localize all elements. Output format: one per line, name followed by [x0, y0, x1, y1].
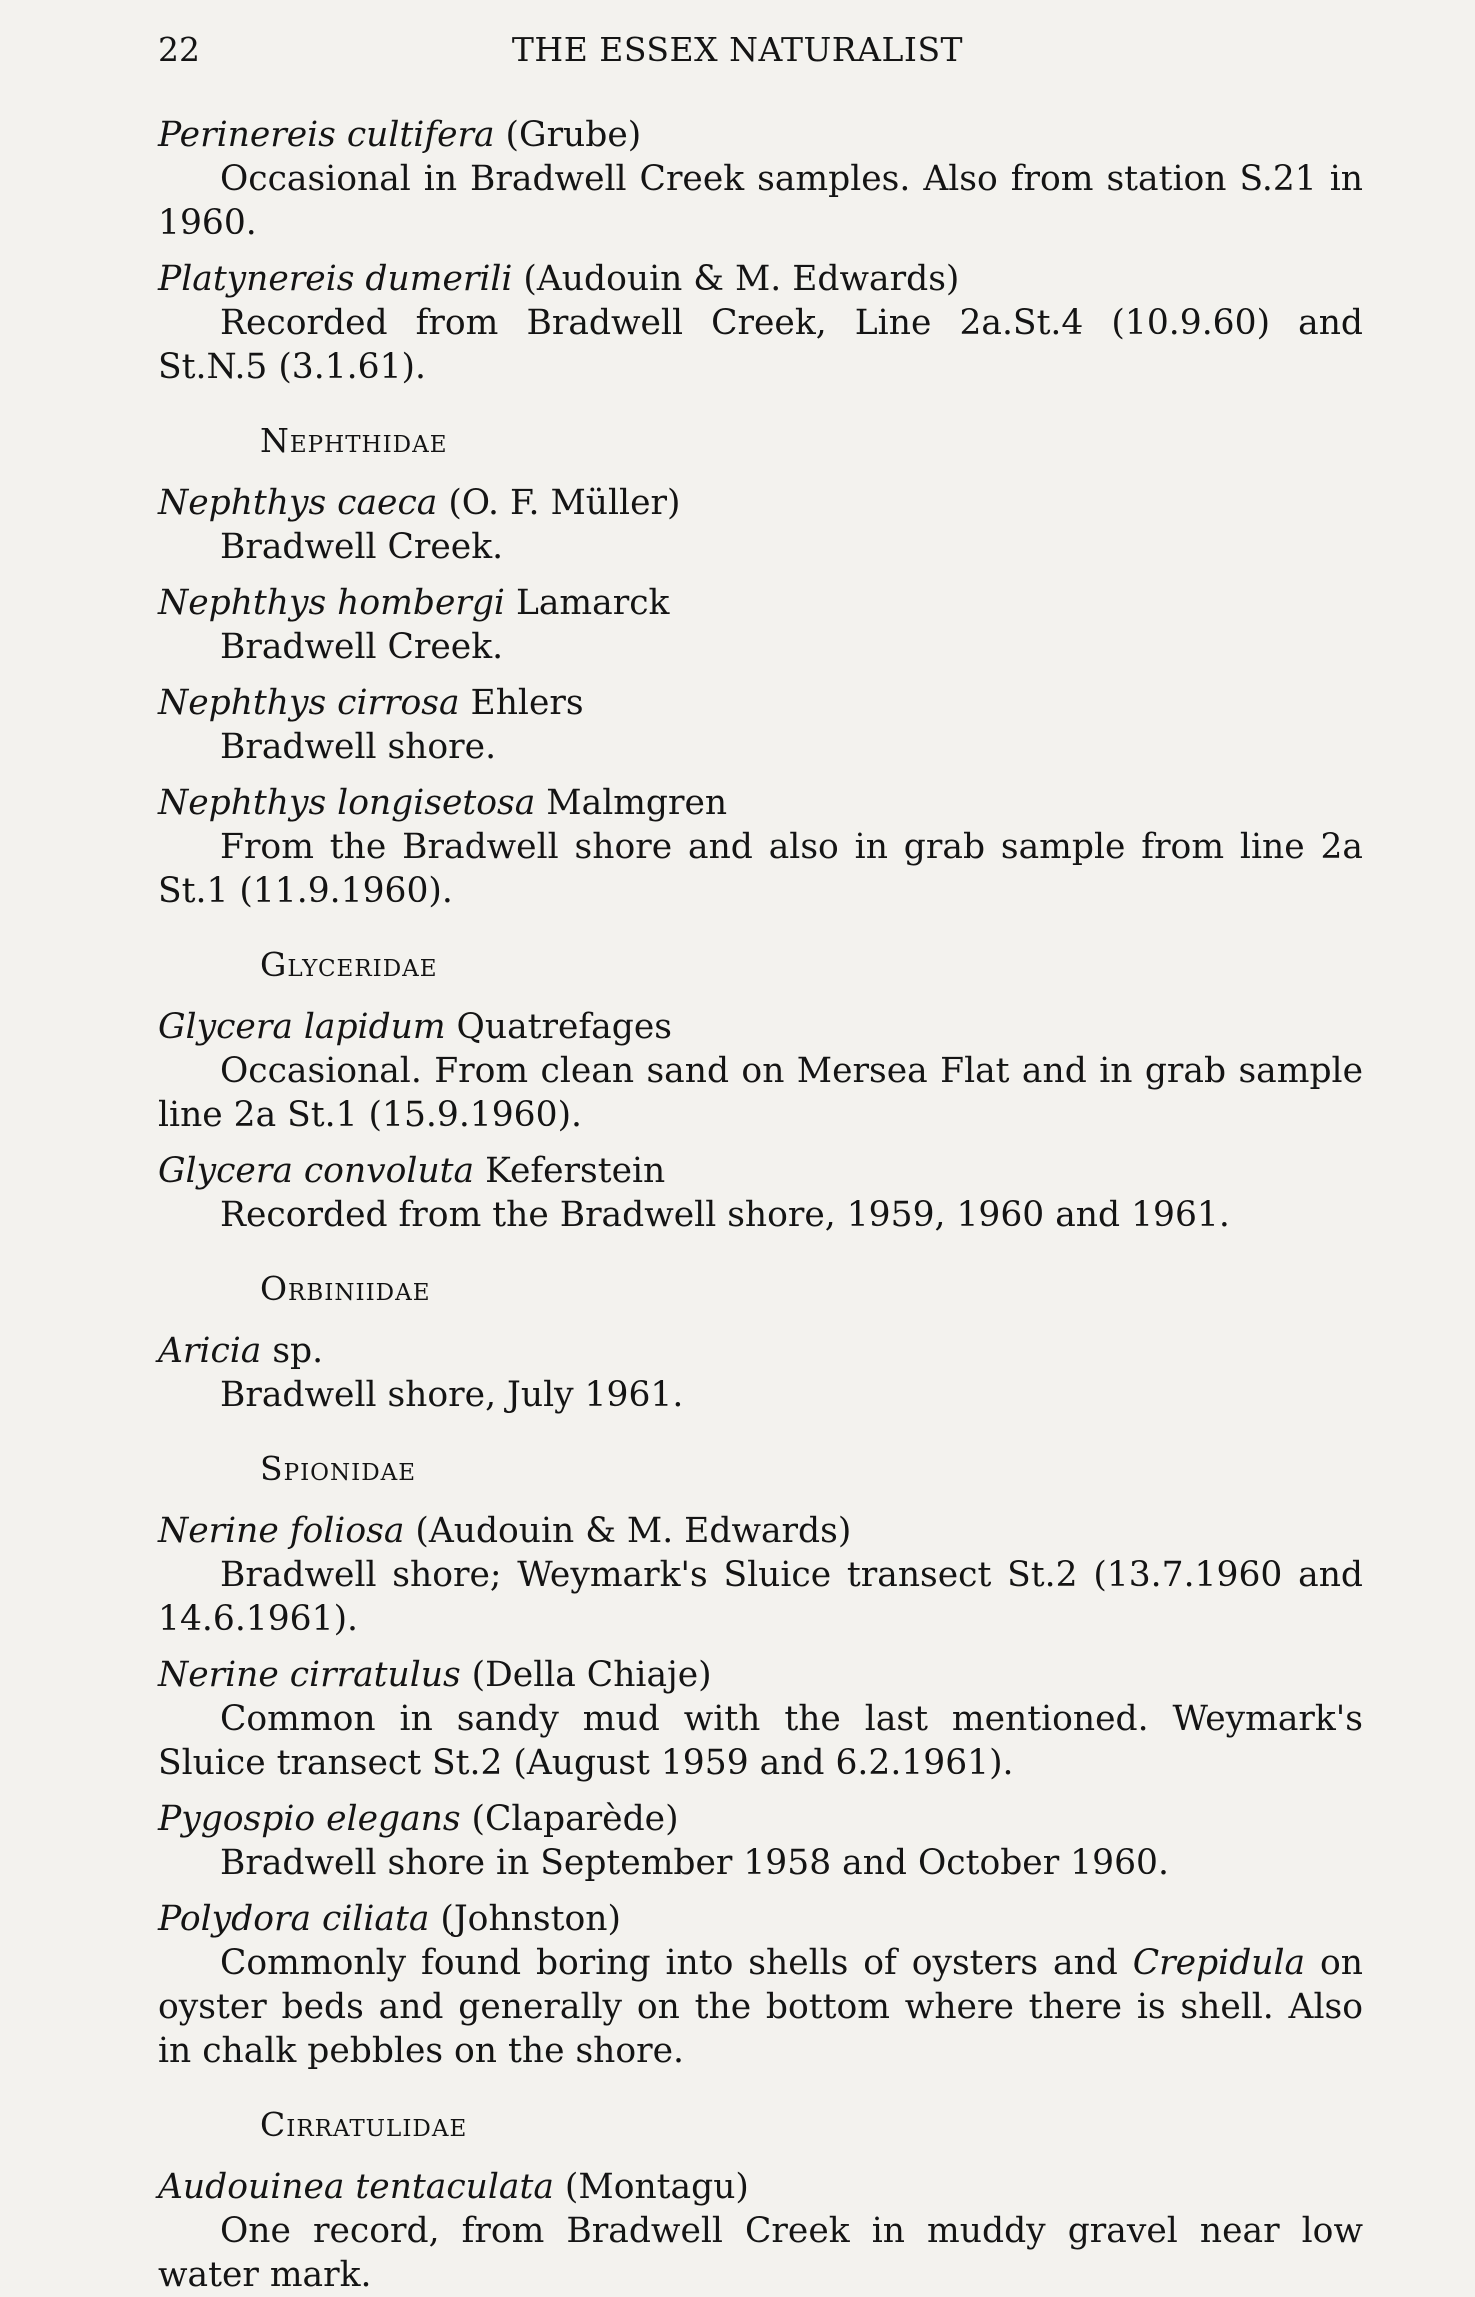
species-heading [158, 1797, 1363, 1841]
species-entry [158, 1797, 1363, 1885]
family-heading: Spionidae [260, 1449, 417, 1488]
species-name: Nerine foliosa [158, 1511, 405, 1551]
species-name: Perinereis cultifera [158, 115, 495, 155]
family-heading: Nephthidae [260, 421, 448, 460]
species-description: From the Bradwell shore and also in grab sample from line 2a St.1 (11.9.1960). [158, 827, 1363, 911]
species-heading [158, 481, 1363, 525]
family-heading: Glyceridae [260, 945, 438, 984]
species-name: Polydora ciliata [158, 1899, 430, 1939]
species-name: Platynereis dumerili [158, 259, 513, 299]
species-heading [158, 2165, 1363, 2209]
species-name: Glycera lapidum [158, 1007, 446, 1047]
species-heading [158, 1897, 1363, 1941]
genus-name-inline: Crepidula [1132, 1943, 1306, 1983]
species-authority: (Grube) [494, 115, 642, 155]
species-heading [158, 1149, 1363, 1193]
species-authority: Malmgren [535, 783, 728, 823]
species-authority: Ehlers [459, 683, 584, 723]
species-description: Recorded from Bradwell Creek, Line 2a.St.4 (10.9.60) and St.N.5 (3.1.61). [158, 303, 1363, 387]
species-name: Audouinea tentaculata [158, 2167, 554, 2207]
species-heading [158, 581, 1363, 625]
species-authority: (O. F. Müller) [437, 483, 681, 523]
species-authority: (Montagu) [553, 2167, 749, 2207]
species-heading [158, 1329, 1363, 1373]
species-entry [158, 2165, 1363, 2297]
species-authority: Lamarck [504, 583, 670, 623]
species-name: Aricia [158, 1331, 262, 1371]
species-description: One record, from Bradwell Creek in muddy gravel near low water mark. [158, 2211, 1363, 2295]
species-name: Pygospio elegans [158, 1799, 461, 1839]
species-authority: (Audouin & M. Edwards) [512, 259, 960, 299]
species-name: Nephthys longisetosa [158, 783, 536, 823]
species-authority: (Audouin & M. Edwards) [404, 1511, 852, 1551]
species-entry [158, 1149, 1363, 1237]
body-text [158, 113, 1363, 2297]
species-heading [158, 257, 1363, 301]
running-title: THE ESSEX NATURALIST [511, 30, 964, 69]
species-description: Bradwell shore; Weymark's Sluice transect St.2 (13.7.1960 and 14.6.1961). [158, 1555, 1363, 1639]
species-authority: (Claparède) [460, 1799, 679, 1839]
species-entry [158, 257, 1363, 389]
species-authority: Keferstein [474, 1151, 666, 1191]
species-entry [158, 1005, 1363, 1137]
page-header [0, 30, 1475, 76]
species-description: Occasional. From clean sand on Mersea Flat and in grab sample line 2a St.1 (15.9.1960). [158, 1051, 1363, 1135]
species-heading [158, 1005, 1363, 1049]
species-entry [158, 781, 1363, 913]
species-heading [158, 681, 1363, 725]
species-name: Glycera convoluta [158, 1151, 475, 1191]
species-description: Bradwell shore. [220, 727, 497, 767]
species-description: Bradwell shore in September 1958 and October 1960. [220, 1843, 1169, 1883]
species-authority: sp. [261, 1331, 324, 1371]
species-description: Recorded from the Bradwell shore, 1959, 1960 and 1961. [220, 1195, 1230, 1235]
species-heading [158, 113, 1363, 157]
species-entry [158, 681, 1363, 769]
species-name: Nephthys hombergi [158, 583, 505, 623]
species-entry [158, 481, 1363, 569]
species-entry [158, 581, 1363, 669]
species-description: Bradwell Creek. [220, 627, 504, 667]
species-authority: (Johnston) [429, 1899, 621, 1939]
species-entry [158, 1329, 1363, 1417]
species-description: Bradwell Creek. [220, 527, 504, 567]
species-authority: (Della Chiaje) [460, 1655, 712, 1695]
species-authority: Quatrefages [445, 1007, 672, 1047]
species-entry [158, 113, 1363, 245]
species-description: Common in sandy mud with the last mentioned. Weymark's Sluice transect St.2 (August 1959 and 6.2.1961). [158, 1699, 1363, 1783]
species-name: Nephthys caeca [158, 483, 438, 523]
species-heading [158, 781, 1363, 825]
family-heading: Orbiniidae [260, 1269, 431, 1308]
page-number: 22 [158, 30, 200, 69]
species-description: Bradwell shore, July 1961. [220, 1375, 684, 1415]
family-heading: Cirratulidae [260, 2105, 468, 2144]
species-name: Nephthys cirrosa [158, 683, 460, 723]
species-entry [158, 1653, 1363, 1785]
species-entry [158, 1509, 1363, 1641]
species-entry [158, 1897, 1363, 2073]
species-description: Occasional in Bradwell Creek samples. Also from station S.21 in 1960. [158, 159, 1363, 243]
species-heading [158, 1509, 1363, 1553]
species-heading [158, 1653, 1363, 1697]
species-description: Commonly found boring into shells of oysters and Crepidula on oyster beds and generally on the bottom where there is shell. Also in chalk pebbles on the shore. [158, 1943, 1363, 2071]
species-name: Nerine cirratulus [158, 1655, 461, 1695]
